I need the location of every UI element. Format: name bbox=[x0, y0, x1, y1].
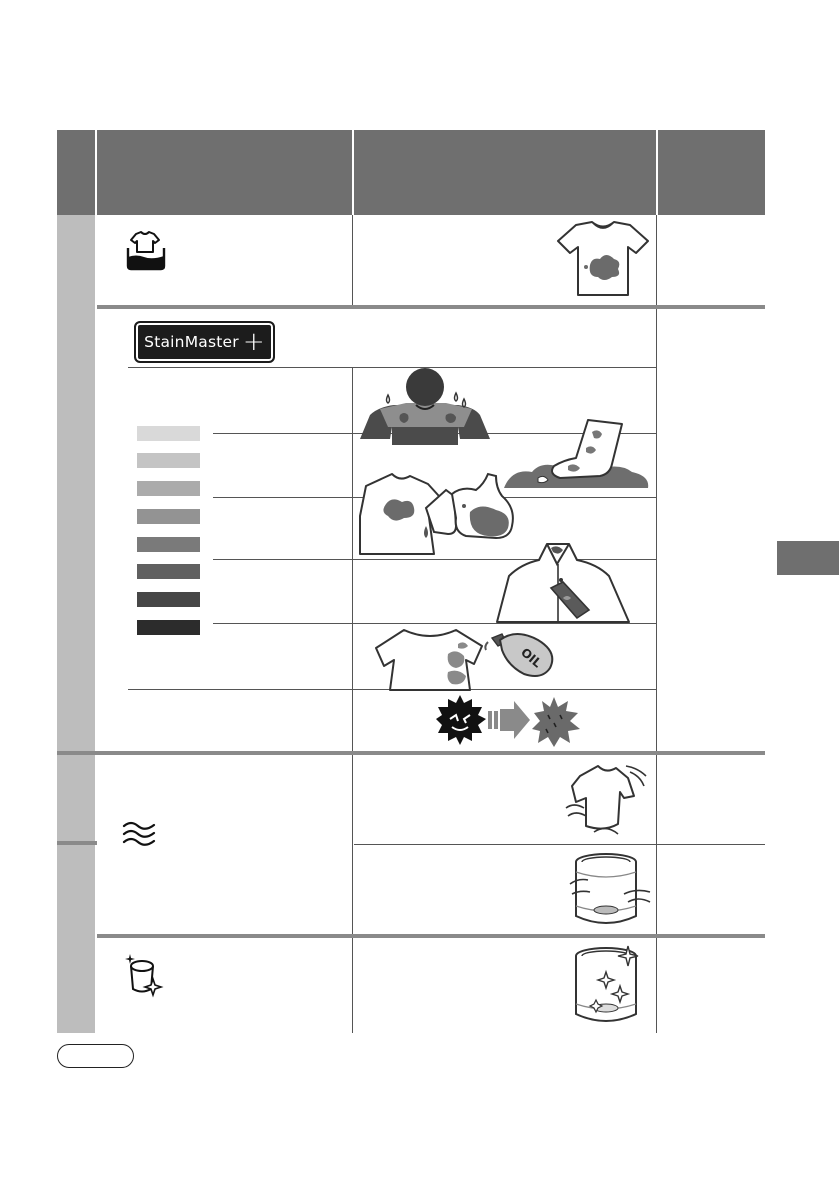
stain-level-swatch bbox=[137, 537, 200, 552]
left-strip-spin bbox=[57, 845, 95, 1033]
note-label-pill bbox=[57, 1044, 134, 1068]
stain-level-swatch bbox=[137, 564, 200, 579]
row-divider bbox=[354, 844, 765, 845]
oil-label: OIL bbox=[518, 645, 545, 671]
plus-icon: + bbox=[242, 327, 265, 357]
table-header-col1 bbox=[97, 130, 352, 215]
left-strip-rinse bbox=[57, 755, 95, 841]
column-divider bbox=[656, 215, 657, 306]
stain-level-swatch bbox=[137, 426, 200, 441]
muddy-sock-illustration bbox=[502, 418, 652, 492]
oil-bottle-stain-illustration bbox=[370, 624, 560, 690]
column-divider bbox=[656, 755, 657, 1033]
row-divider bbox=[97, 934, 765, 938]
table-header-col0 bbox=[57, 130, 95, 215]
sparkling-drum-icon bbox=[124, 952, 164, 998]
column-divider bbox=[656, 309, 657, 752]
left-strip-wash bbox=[57, 215, 95, 751]
stain-level-swatch bbox=[137, 453, 200, 468]
wavy-lines-icon bbox=[122, 820, 158, 848]
stainmaster-logo-text: StainMaster bbox=[144, 333, 239, 351]
table-header-col2 bbox=[354, 130, 656, 215]
stained-tshirt-illustration bbox=[556, 221, 650, 299]
column-divider bbox=[352, 755, 353, 1033]
clean-drum-illustration bbox=[572, 944, 648, 1028]
row-divider bbox=[57, 841, 97, 845]
stain-level-swatch bbox=[137, 481, 200, 496]
row-divider bbox=[128, 367, 656, 368]
tshirt-in-tub-icon bbox=[124, 230, 168, 272]
side-tab bbox=[777, 541, 839, 575]
table-header-col3 bbox=[658, 130, 765, 215]
stain-level-swatch bbox=[137, 592, 200, 607]
germ-elimination-illustration bbox=[436, 693, 582, 747]
drum-drying-illustration bbox=[566, 850, 654, 930]
stainmaster-plus-logo bbox=[134, 321, 275, 363]
row-divider bbox=[97, 305, 765, 309]
stain-level-swatch bbox=[137, 509, 200, 524]
dirty-shirt-collar-illustration bbox=[493, 540, 631, 622]
row-divider bbox=[57, 751, 765, 755]
sweaty-person-illustration bbox=[358, 369, 493, 445]
blowing-tshirt-illustration bbox=[564, 762, 648, 836]
stain-level-swatch bbox=[137, 620, 200, 635]
column-divider bbox=[352, 215, 353, 306]
